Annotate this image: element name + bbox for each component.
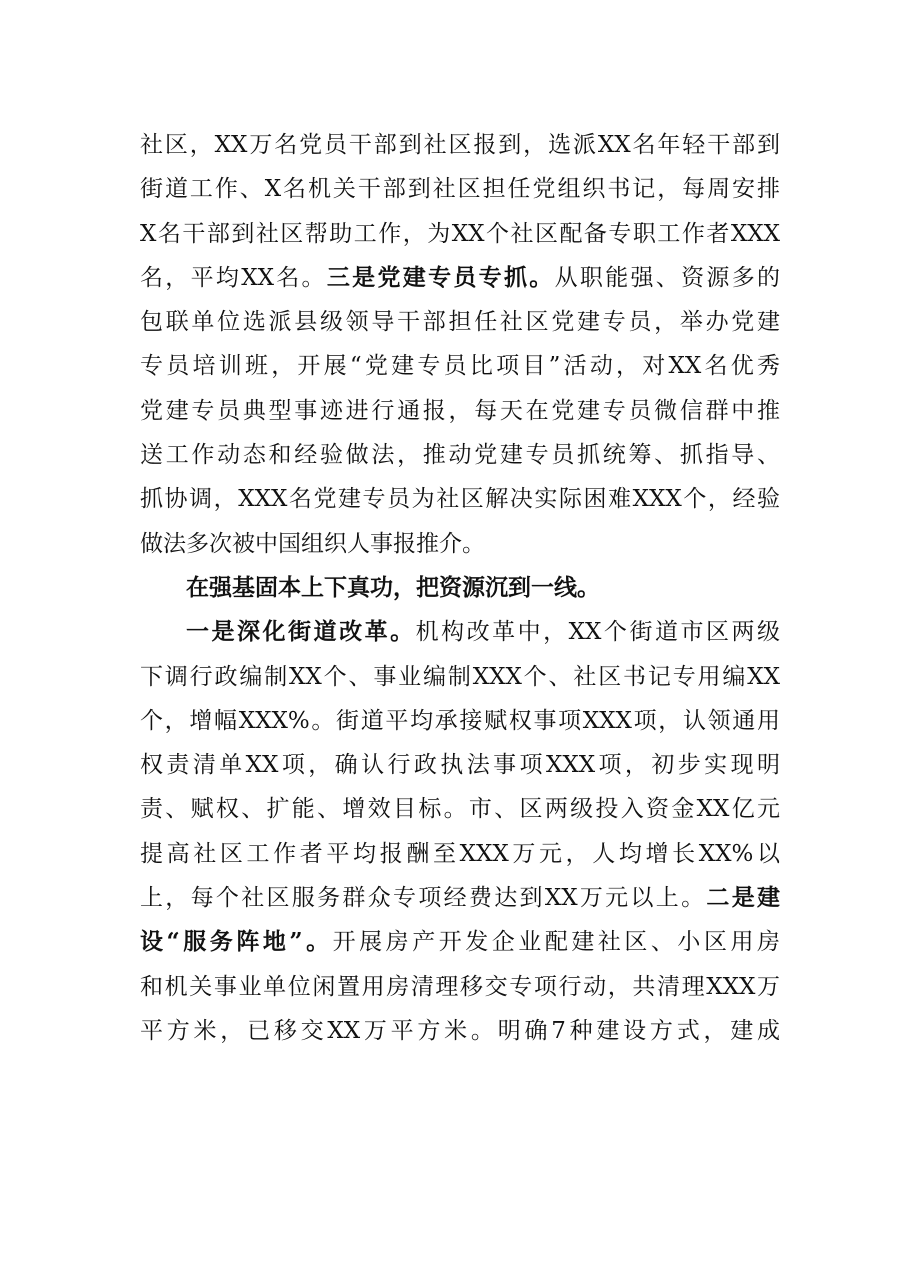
text-line	[140, 787, 780, 831]
text-line	[140, 167, 780, 211]
text-run: 权责清单XX项，确认行政执法事项XXX项，初步实现明	[140, 752, 780, 779]
body-text	[140, 123, 780, 1053]
text-run: X名干部到社区帮助工作，为XX个社区配备专职工作者XXX	[140, 220, 780, 247]
text-run: 抓协调，XXX名党建专员为社区解决实际困难XXX个，经验	[140, 486, 780, 513]
text-run: 送工作动态和经验做法，推动党建专员抓统筹、抓指导、	[140, 442, 780, 469]
text-run: 专员培训班，开展“党建专员比项目”活动，对XX名优秀	[140, 353, 780, 380]
bold-text-run: 一是深化街道改革。	[186, 618, 416, 646]
bold-text-run: 二是建	[706, 884, 781, 912]
text-line	[140, 1009, 780, 1053]
text-line	[140, 655, 780, 699]
text-line	[140, 123, 780, 167]
text-line	[140, 300, 780, 344]
text-line	[140, 699, 780, 743]
text-run: 责、赋权、扩能、增效目标。市、区两级投入资金XX亿元	[140, 796, 780, 823]
text-run: 名，平均XX名。	[140, 264, 327, 291]
paragraph-1	[140, 123, 780, 566]
text-line	[140, 965, 780, 1009]
text-run: 社区，XX万名党员干部到社区报到，选派XX名年轻干部到	[140, 132, 780, 158]
text-line	[140, 433, 780, 477]
text-run: 和机关事业单位闲置用房清理移交专项行动，共清理XXX万	[140, 973, 780, 1000]
bold-text-run: 在强基固本上下真功，把资源沉到一线。	[186, 573, 600, 601]
text-line	[140, 344, 780, 388]
text-run: 机构改革中，XX个街道市区两级	[415, 619, 781, 646]
text-line	[140, 832, 780, 876]
text-run: 街道工作、X名机关干部到社区担任党组织书记，每周安排	[140, 176, 780, 203]
text-run: 从职能强、资源多的	[554, 264, 781, 291]
text-line	[140, 389, 780, 433]
text-line	[140, 876, 780, 920]
text-run: 包联单位选派县级领导干部担任社区党建专员，举办党建	[140, 309, 780, 336]
bold-text-run: 三是党建专员专抓。	[326, 263, 555, 291]
text-line	[140, 522, 780, 566]
text-line	[140, 566, 780, 610]
text-line	[140, 256, 780, 300]
text-run: 上，每个社区服务群众专项经费达到XX万元以上。	[140, 885, 707, 912]
text-line	[140, 477, 780, 521]
text-run: 做法多次被中国组织人事报推介。	[140, 530, 485, 557]
text-line	[140, 610, 780, 654]
section-heading	[140, 566, 780, 610]
text-run: 党建专员典型事迹进行通报，每天在党建专员微信群中推	[140, 397, 780, 424]
text-run: 下调行政编制XX个、事业编制XXX个、社区书记专用编XX	[140, 663, 780, 690]
text-line	[140, 920, 780, 964]
text-run: 开展房产开发企业配建社区、小区用房	[332, 929, 780, 956]
text-run: 平方米，已移交XX万平方米。明确7种建设方式，建成	[140, 1017, 780, 1044]
text-run: 个，增幅XXX%。街道平均承接赋权事项XXX项，认领通用	[140, 707, 780, 734]
text-line	[140, 743, 780, 787]
text-run: 提高社区工作者平均报酬至XXX万元，人均增长XX%以	[140, 840, 780, 867]
text-line	[140, 212, 780, 256]
paragraph-2	[140, 610, 780, 1053]
bold-text-run: 设“服务阵地”。	[140, 928, 333, 956]
